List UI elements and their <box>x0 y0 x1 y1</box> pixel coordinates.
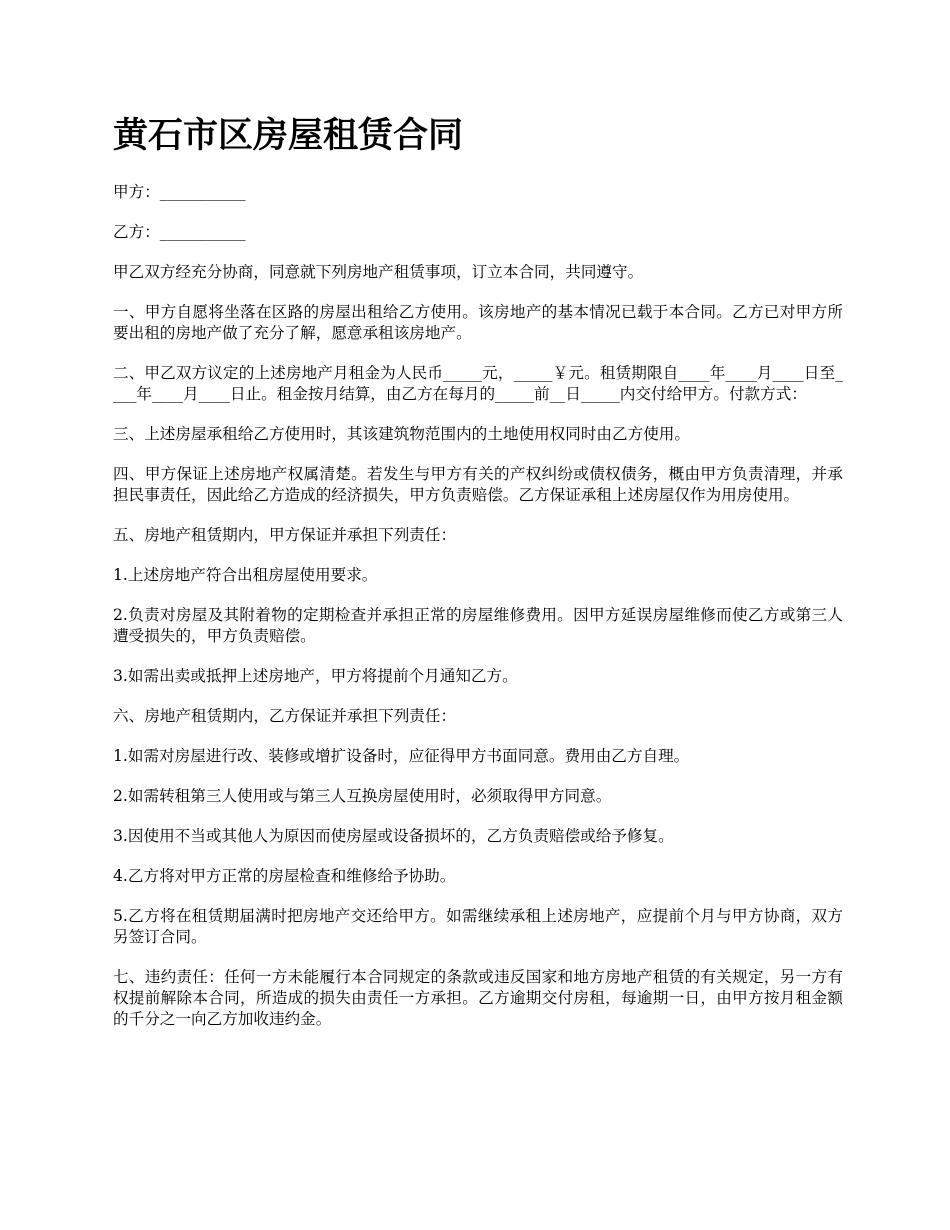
clause-6: 六、房地产租赁期内，乙方保证并承担下列责任： <box>113 707 457 725</box>
clause-6-item-2: 2.如需转租第三人使用或与第三人互换房屋使用时，必须取得甲方同意。 <box>113 787 612 805</box>
clause-7: 七、违约责任：任何一方未能履行本合同规定的条款或违反国家和地方房地产租赁的有关规定，另一方有权提前解除本合同，所造成的损失由责任一方承担。乙方逾期交付房租，每逾期一日，由甲方按月租金额的千分之一向乙方加收违约金。 <box>113 968 843 1028</box>
intro-paragraph: 甲乙双方经充分协商，同意就下列房地产租赁事项，订立本合同，共同遵守。 <box>113 263 644 281</box>
party-a-line: 甲方：___________ <box>113 183 246 201</box>
clause-5-item-3: 3.如需出卖或抵押上述房地产，甲方将提前个月通知乙方。 <box>113 667 518 685</box>
clause-4: 四、甲方保证上述房地产权属清楚。若发生与甲方有关的产权纠纷或债权债务，概由甲方负责清理，并承担民事责任，因此给乙方造成的经济损失，甲方负责赔偿。乙方保证承租上述房屋仅作为用房使用。 <box>113 465 843 504</box>
document-page <box>113 112 843 1049</box>
clause-1: 一、甲方自愿将坐落在区路的房屋出租给乙方使用。该房地产的基本情况已载于本合同。乙方已对甲方所要出租的房地产做了充分了解，愿意承租该房地产。 <box>113 303 843 342</box>
party-b-line: 乙方：___________ <box>113 223 246 241</box>
clause-3: 三、上述房屋承租给乙方使用时，其该建筑物范围内的土地使用权同时由乙方使用。 <box>113 425 690 443</box>
clause-5: 五、房地产租赁期内，甲方保证并承担下列责任： <box>113 526 457 544</box>
document-title: 黄石市区房屋租赁合同 <box>113 116 464 156</box>
clause-6-item-3: 3.因使用不当或其他人为原因而使房屋或设备损坏的，乙方负责赔偿或给予修复。 <box>113 827 674 845</box>
clause-2: 二、甲乙双方议定的上述房地产月租金为人民币_____元，_____￥元。租赁期限自____年____月____日至____年____月____日止。租金按月结算，由乙方在每月的_____前__日_____内交付给甲方。付款方式： <box>113 364 843 403</box>
clause-5-item-2: 2.负责对房屋及其附着物的定期检查并承担正常的房屋维修费用。因甲方延误房屋维修而使乙方或第三人遭受损失的，甲方负责赔偿。 <box>113 606 843 645</box>
clause-6-item-4: 4.乙方将对甲方正常的房屋检查和维修给予协助。 <box>113 867 456 885</box>
clause-6-item-1: 1.如需对房屋进行改、装修或增扩设备时，应征得甲方书面同意。费用由乙方自理。 <box>113 747 690 765</box>
clause-5-item-1: 1.上述房地产符合出租房屋使用要求。 <box>113 566 378 584</box>
clause-6-item-5: 5.乙方将在租赁期届满时把房地产交还给甲方。如需继续承租上述房地产，应提前个月与甲方协商，双方另签订合同。 <box>113 907 843 946</box>
